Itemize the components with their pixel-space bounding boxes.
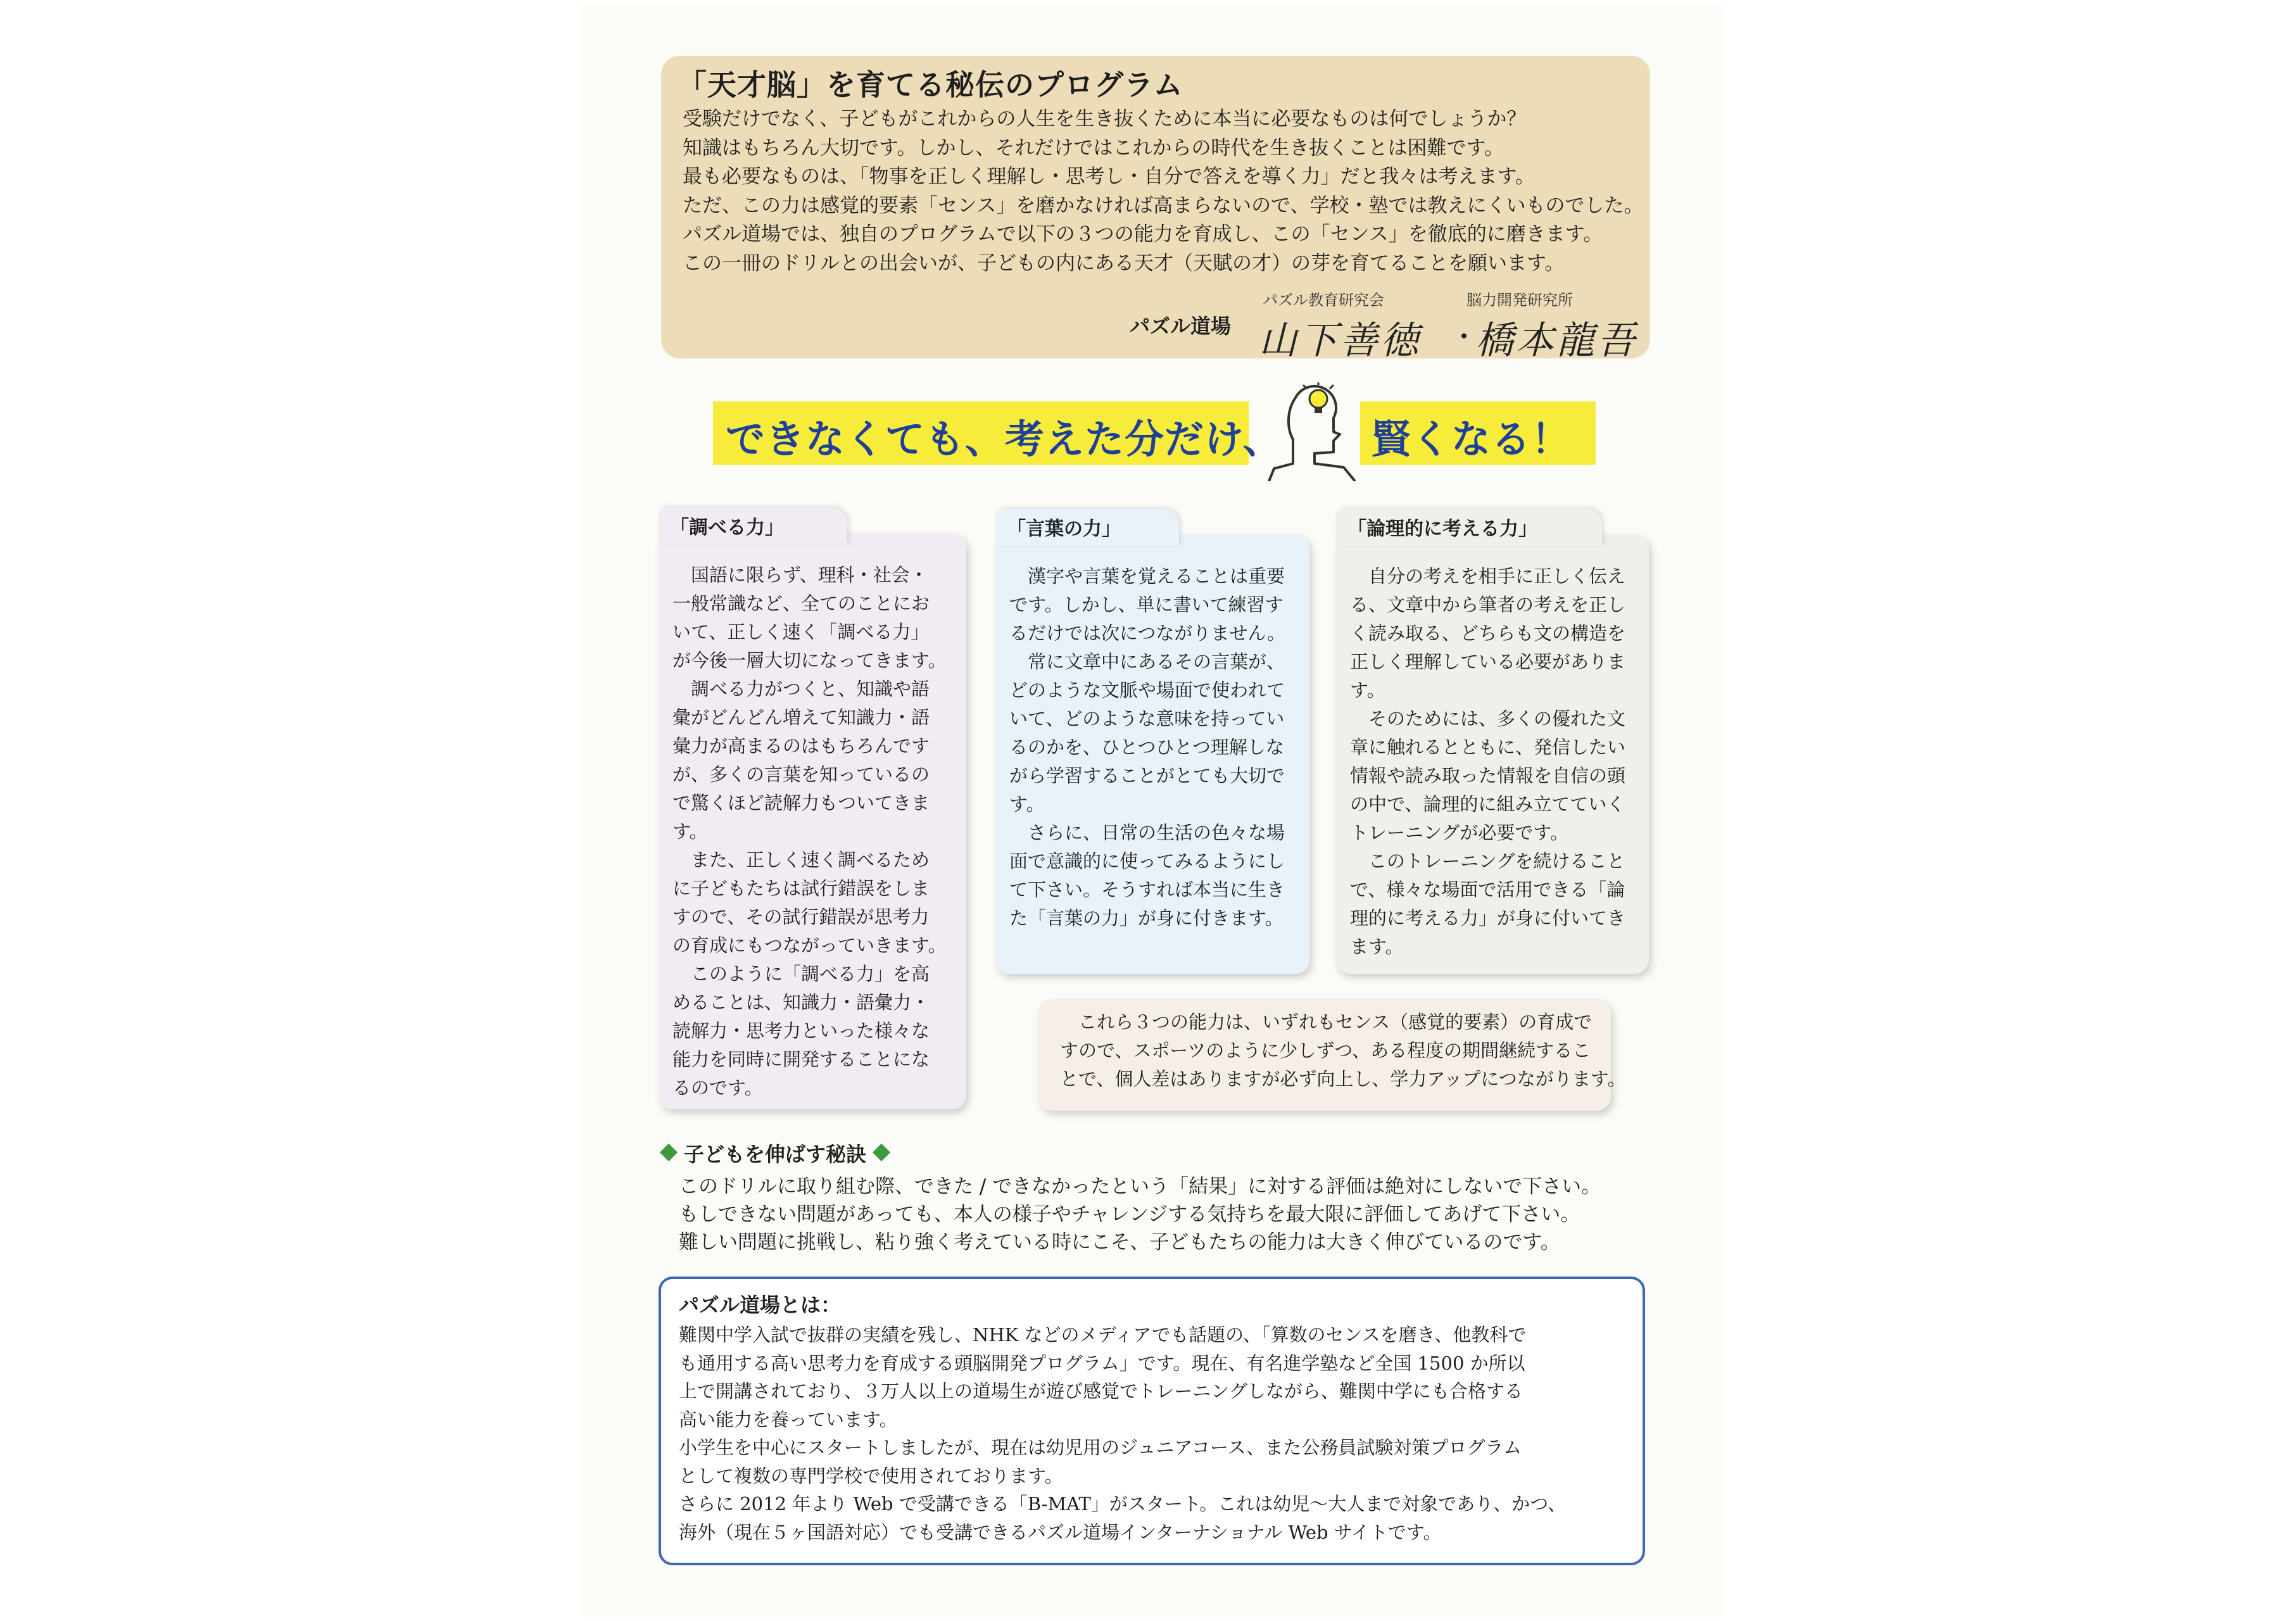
signature-dojo: パズル道場 bbox=[1130, 314, 1232, 338]
secret-title: 子どもを伸ばす秘訣 bbox=[684, 1142, 867, 1166]
summary-note bbox=[1038, 999, 1626, 1111]
diamond-bullet-icon bbox=[660, 1144, 678, 1161]
card-line: 調べる力がつくと、知識や語 bbox=[672, 678, 930, 700]
card-body bbox=[1350, 562, 1625, 961]
summary-note-body bbox=[1060, 1008, 1626, 1094]
card-line: 面で意識的に使ってみるようにし bbox=[1009, 850, 1285, 872]
about-line: として複数の専門学校で使用されております。 bbox=[679, 1465, 1063, 1487]
banner-right-text: 賢くなる！ bbox=[1372, 416, 1572, 462]
card-line: ます。 bbox=[1350, 936, 1404, 957]
about-line: も通用する高い思考力を育成する頭脳開発プログラム」です。現在、有名進学塾など全国 1500 か所以 bbox=[679, 1352, 1525, 1374]
secret-body bbox=[679, 1173, 1601, 1256]
card-line: めることは、知識力・語彙力・ bbox=[672, 992, 930, 1013]
note-line: とで、個人差はありますが必ず向上し、学力アップにつながります。 bbox=[1060, 1068, 1626, 1090]
card-line: そのためには、多くの優れた文 bbox=[1350, 708, 1626, 729]
card-research bbox=[659, 517, 966, 1109]
card-line: 一般常識など、全てのことにお bbox=[672, 593, 930, 614]
card-line: どのような文脈や場面で使われて bbox=[1009, 679, 1285, 701]
card-line: で驚くほど読解力もついてきま bbox=[672, 792, 930, 814]
lightbulb-head-icon bbox=[1268, 382, 1356, 481]
intro-line: 最も必要なものは、「物事を正しく理解し・思考し・自分で答えを導く力」だと我々は考えます。 bbox=[683, 165, 1536, 188]
intro-line: ただ、この力は感覚的要素「センス」を磨かなければ高まらないので、学校・塾では教えにくいものでした。 bbox=[683, 194, 1644, 217]
card-line: るのです。 bbox=[672, 1077, 763, 1099]
card-line: の育成にもつながっていきます。 bbox=[672, 935, 947, 956]
intro-line: パズル道場では、独自のプログラムで以下の３つの能力を育成し、この「センス」を徹底的に磨きます。 bbox=[683, 223, 1603, 246]
card-line: 正しく理解している必要がありま bbox=[1350, 651, 1626, 672]
card-line: 漢字や言葉を覚えることは重要 bbox=[1009, 565, 1285, 587]
card-tab bbox=[659, 508, 847, 545]
card-line: 常に文章中にあるその言葉が、 bbox=[1009, 651, 1285, 672]
card-line: 彙がどんどん増えて知識力・語 bbox=[672, 707, 930, 728]
card-line: す。 bbox=[1009, 793, 1045, 815]
card-line: す。 bbox=[1350, 679, 1385, 701]
card-language bbox=[995, 518, 1309, 974]
card-line: このトレーニングを続けること bbox=[1350, 850, 1625, 872]
card-line: 理的に考える力」が身に付いてき bbox=[1350, 907, 1626, 929]
secret-heading bbox=[659, 1138, 897, 1168]
card-line: た「言葉の力」が身に付きます。 bbox=[1009, 907, 1284, 929]
about-title: パズル道場とは： bbox=[679, 1293, 842, 1317]
card-line: 能力を同時に開発することにな bbox=[672, 1049, 930, 1070]
card-tab bbox=[995, 509, 1179, 546]
card-line: また、正しく速く調べるため bbox=[672, 849, 930, 871]
card-line: 彙力が高まるのはもちろんです bbox=[672, 735, 930, 757]
card-line: いて、どのような意味を持ってい bbox=[1009, 708, 1285, 729]
card-line: トレーニングが必要です。 bbox=[1350, 822, 1569, 843]
signature-org-1: パズル教育研究会 bbox=[1263, 291, 1384, 309]
intro-body bbox=[683, 105, 1643, 278]
card-title: 「論理的に考える力」 bbox=[1347, 518, 1537, 540]
card-body bbox=[1009, 562, 1285, 933]
secret-line: このドリルに取り組む際、できた / できなかったという「結果」に対する評価は絶対にしないで下さい。 bbox=[679, 1175, 1601, 1198]
card-line: す。 bbox=[672, 821, 708, 842]
card-line: です。しかし、単に書いて練習す bbox=[1009, 594, 1284, 615]
signature-name-2: 橋本龍吾 bbox=[1475, 319, 1637, 363]
card-line: このように「調べる力」を高 bbox=[672, 963, 930, 985]
card-line: で、様々な場面で活用できる「論 bbox=[1350, 879, 1625, 900]
card-line: いて、正しく速く「調べる力」 bbox=[672, 621, 930, 643]
card-line: さらに、日常の生活の色々な場 bbox=[1009, 822, 1285, 843]
card-logic bbox=[1336, 518, 1649, 974]
card-line: 読解力・思考力といった様々な bbox=[672, 1020, 930, 1042]
about-box bbox=[659, 1277, 1645, 1565]
signature-name-1: 山下善徳 bbox=[1259, 319, 1421, 363]
card-line: るのかを、ひとつひとつ理解しな bbox=[1009, 736, 1284, 758]
card-line: 情報や読み取った情報を自信の頭 bbox=[1350, 765, 1626, 786]
about-line: 高い能力を養っています。 bbox=[679, 1408, 898, 1430]
note-line: これら３つの能力は、いずれもセンス（感覚的要素）の育成で bbox=[1060, 1011, 1593, 1033]
card-line: 章に触れるとともに、発信したい bbox=[1350, 736, 1626, 758]
secret-line: 難しい問題に挑戦し、粘り強く考えている時にこそ、子どもたちの能力は大きく伸びているのです。 bbox=[679, 1231, 1560, 1254]
signature-org-2: 脳力開発研究所 bbox=[1467, 291, 1573, 309]
intro-line: この一冊のドリルとの出会いが、子どもの内にある天才（天賦の才）の芽を育てることを願います。 bbox=[683, 251, 1565, 275]
card-line: 国語に限らず、理科・社会・ bbox=[672, 564, 928, 586]
intro-title: 「天才脳」を育てる秘伝のプログラム bbox=[678, 68, 1183, 102]
secret-line: もしできない問題があっても、本人の様子やチャレンジする気持ちを最大限に評価してあげて下さい。 bbox=[679, 1203, 1580, 1226]
card-title: 「調べる力」 bbox=[670, 517, 784, 539]
card-line: がら学習することがとても大切で bbox=[1009, 765, 1285, 786]
card-line: る、文章中から筆者の考えを正し bbox=[1350, 594, 1626, 615]
intro-line: 受験だけでなく、子どもがこれからの人生を生き抜くために本当に必要なものは何でしょうか？ bbox=[683, 108, 1527, 130]
card-line: く読み取る、どちらも文の構造を bbox=[1350, 622, 1626, 644]
intro-line: 知識はもちろん大切です。しかし、それだけではこれからの時代を生き抜くことは困難です。 bbox=[683, 136, 1504, 160]
card-line: すので、その試行錯誤が思考力 bbox=[672, 906, 930, 928]
card-line: るだけでは次につながりません。 bbox=[1009, 622, 1286, 644]
signature-separator: ・ bbox=[1450, 321, 1478, 353]
card-line: が今後一層大切になってきます。 bbox=[672, 650, 947, 671]
about-line: さらに 2012 年より Web で受講できる「B-MAT」がスタート。これは幼児～大人まで対象であり、かつ、 bbox=[679, 1493, 1567, 1515]
card-line: 自分の考えを相手に正しく伝え bbox=[1350, 565, 1626, 587]
about-line: 小学生を中心にスタートしましたが、現在は幼児用のジュニアコース、また公務員試験対策プログラム bbox=[679, 1437, 1522, 1458]
card-line: の中で、論理的に組み立てていく bbox=[1350, 793, 1625, 815]
card-line: て下さい。そうすれば本当に生き bbox=[1009, 879, 1285, 900]
diamond-bullet-icon bbox=[873, 1144, 890, 1161]
card-line: が、多くの言葉を知っているの bbox=[672, 764, 930, 785]
card-body bbox=[672, 561, 947, 1102]
card-tab bbox=[1336, 509, 1602, 546]
intro-panel bbox=[661, 56, 1650, 363]
banner-left-text: できなくても、考えた分だけ、 bbox=[726, 416, 1283, 462]
about-line: 難関中学入試で抜群の実績を残し、NHK などのメディアでも話題の、「算数のセンスを磨き、他教科で bbox=[679, 1324, 1527, 1346]
card-title: 「言葉の力」 bbox=[1007, 518, 1121, 540]
note-line: すので、スポーツのように少しずつ、ある程度の期間継続するこ bbox=[1060, 1040, 1591, 1061]
about-body bbox=[679, 1321, 1566, 1546]
about-line: 上で開講されており、３万人以上の道場生が遊び感覚でトレーニングしながら、難関中学にも合格する bbox=[679, 1380, 1523, 1402]
about-line: 海外（現在５ヶ国語対応）でも受講できるパズル道場インターナショナル Web サイトです。 bbox=[679, 1521, 1442, 1543]
card-line: に子どもたちは試行錯誤をしま bbox=[672, 878, 930, 899]
